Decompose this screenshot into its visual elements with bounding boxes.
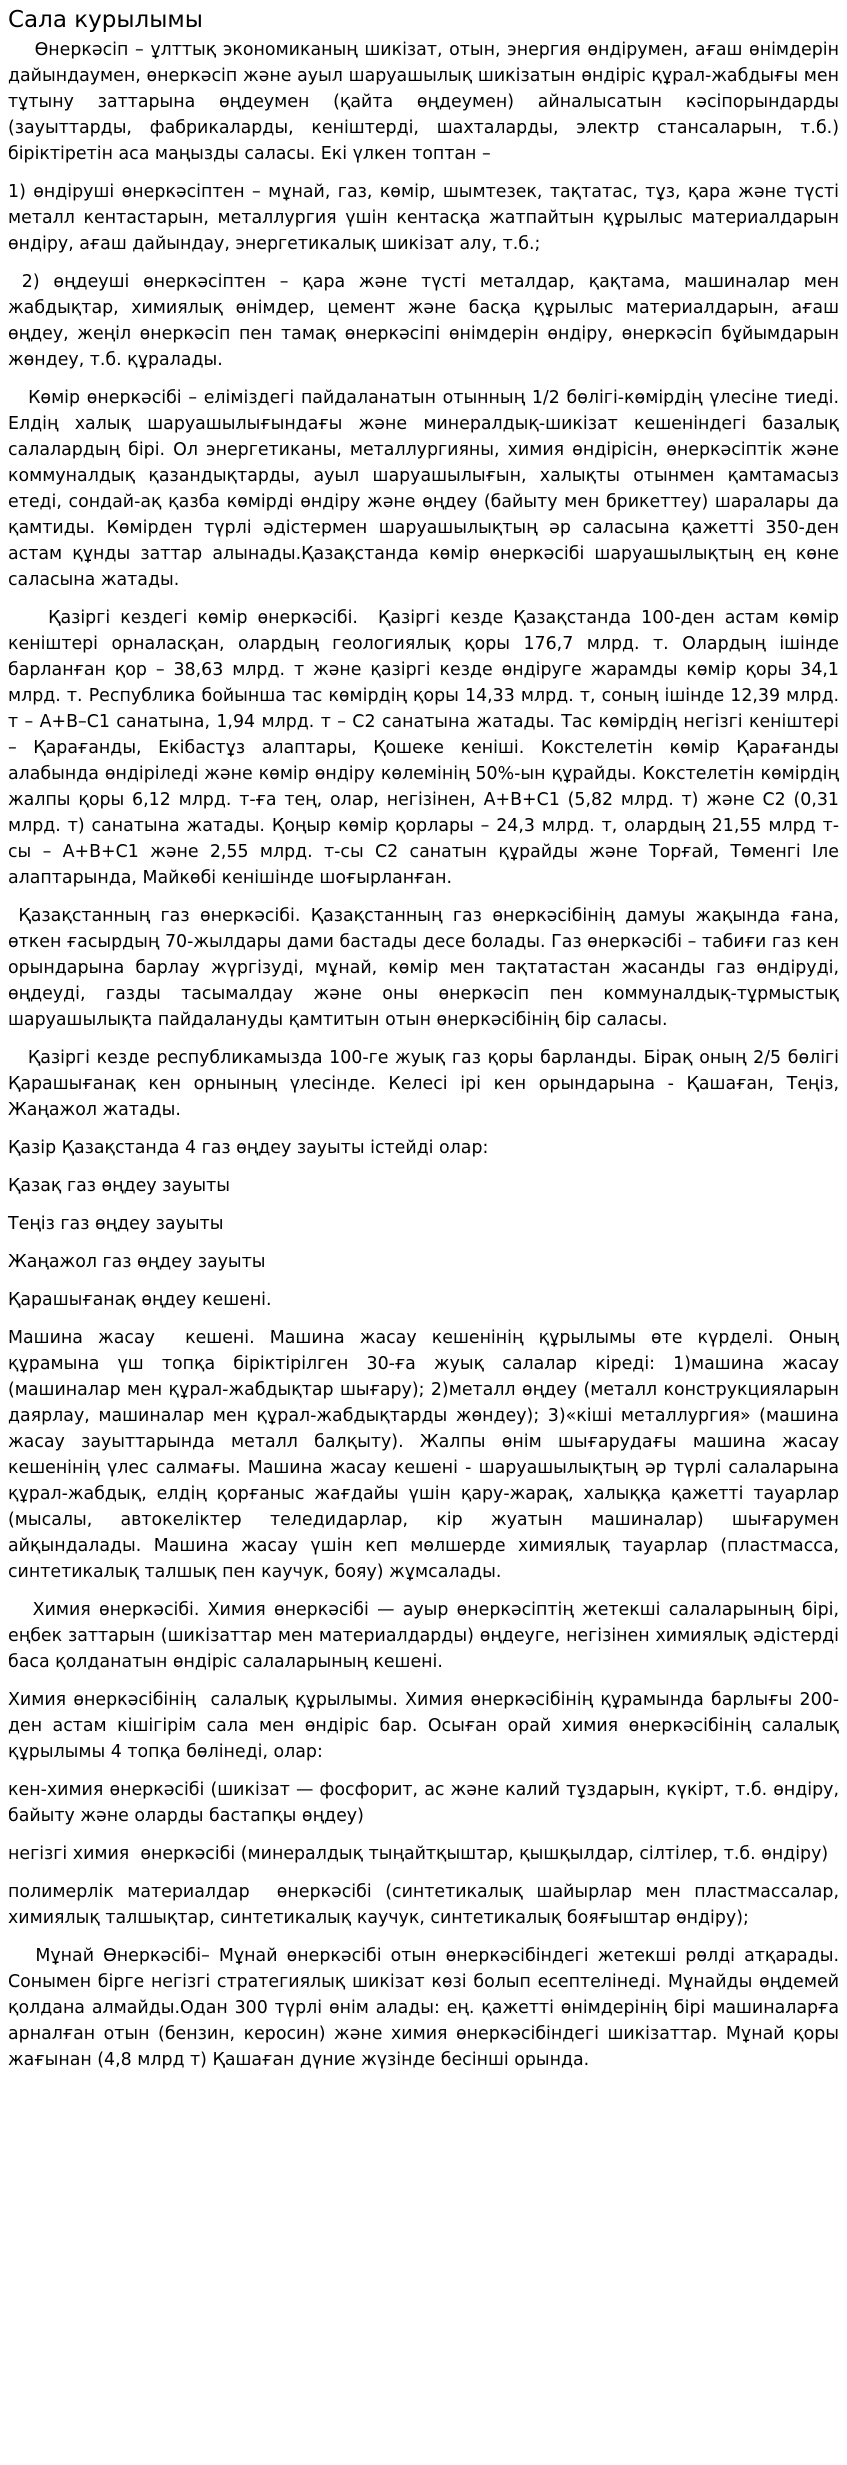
paragraph: Қазіргі кездегі көмір өнеркәсібі. Қазіргі кезде Қазақстанда 100-ден астам көмір кеніштері орналасқан, олардың геологиялық қоры 176,7 млрд. т. Олардың ішінде барланған қор – 38,63 млрд. т және қазіргі кезде өндіруге жарамды көмір қоры 34,1 млрд. т. Республика бойынша тас көмірдің қоры 14,33 млрд. т, соның ішінде 12,39 млрд. т – А+В–С1 санатына, 1,94 млрд. т – С2 санатына жатады. Тас көмірдің негізгі кеніштері – Қарағанды, Екібастұз алаптары, Қошеке кеніші. Кокстелетін көмір Қарағанды алабында өндіріледі және көмір өндіру көлемінің 50%-ын құрайды. Кокстелетін көмірдің жалпы қоры 6,12 млрд. т-ға тең, олар, негізінен, А+В+С1 (5,82 млрд. т) және С2 (0,31 млрд. т) санатына жатады. Қоңыр көмір қорлары – 24,3 млрд. т, олардың 21,55 млрд т-сы – А+В+С1 және 2,55 млрд. т-сы С2 санатын құрайды және Торғай, Төменгі Іле алаптарында, Майкөбі кенішінде шоғырланған. (8, 608, 845, 888)
paragraph: Қазір Қазақстанда 4 газ өңдеу зауыты істейді олар: (8, 1138, 489, 1158)
paragraph: Теңіз газ өңдеу зауыты (8, 1214, 224, 1234)
paragraph: 1) өндіруші өнеркәсіптен – мұнай, газ, көмір, шымтезек, тақтатас, тұз, қара және түсті металл кентастарын, металлургия үшін кентасқа жатпайтын құрылыс материалдарын өндіру, ағаш дайындау, энергетикалық шикізат алу, т.б.; (8, 182, 845, 254)
paragraph: Қазіргі кезде республикамызда 100-ге жуық газ қоры барланды. Бірақ оның 2/5 бөлігі Қарашығанақ кен орнының үлесінде. Келесі ірі кен орындарына - Қашаған, Теңіз, Жаңажол жатады. (8, 1048, 845, 1120)
paragraph: Қазақстанның газ өнеркәсібі. Қазақстанның газ өнеркәсібінің дамуы жақында ғана, өткен ғасырдың 70-жылдары дами бастады десе болады. Газ өнеркәсібі – табиғи газ кен орындарына барлау жүргізуді, мұнай, көмір мен тақтатастан жасанды газ өндіруді, өңдеуді, газды тасымалдау және оны өнеркәсіп пен коммуналдық-тұрмыстық шаруашылықта пайдалануды қамтитын отын өнеркәсібінің бір саласы. (8, 906, 845, 1030)
paragraph: Мұнай Өнеркәсібі– Мұнай өнеркәсібі отын өнеркәсібіндегі жетекші рөлді атқарады. Сонымен бірге негізгі стратегиялық шикізат көзі болып есептелінеді. Мұнайды өңдемей қолдана алмайды.Одан 300 түрлі өнім алады: ең. қажетті өнімдерінің бірі машиналарға арналған отын (бензин, керосин) және химия өнеркәсібіндегі шикізаттар. Мұнай қоры жағынан (4,8 млрд т) Қашаған дүние жүзінде бесінші орында. (8, 1946, 845, 2070)
paragraph: Химия өнеркәсібінің салалық құрылымы. Химия өнеркәсібінің құрамында барлығы 200-ден астам кішігірім сала мен өндіріс бар. Осыған орай химия өнеркәсібінің салалық құрылымы 4 топқа бөлінеді, олар: (8, 1690, 845, 1762)
paragraph: Машина жасау кешені. Машина жасау кешенінің құрылымы өте күрделі. Оның құрамына үш топқа біріктірілген 30-ға жуық салалар кіреді: 1)машина жасау (машиналар мен құрал-жабдықтар шығару); 2)металл өңдеу (металл конструкцияларын даярлау, машиналар мен құрал-жабдықтарды жөндеу); 3)«кіші металлургия» (машина жасау зауыттарында металл балқыту). Жалпы өнім шығарудағы машина жасау кешенінің үлес салмағы. Машина жасау кешені - шаруашылықтың әр түрлі салаларына құрал-жабдық, елдің қорғаныс жағдайы үшін қару-жарақ, халыққа қажетті тауарлар (мысалы, автокеліктер теледидарлар, кір жуатын машиналар) шығарумен айқындалады. Машина жасау үшін кеп мөлшерде химиялық тауарлар (пластмасса, синтетикалық талшық пен каучук, бояу) жұмсалады. (8, 1328, 845, 1582)
paragraph: Көмір өнеркәсібі – еліміздегі пайдаланатын отынның 1/2 бөлігі-көмірдің үлесіне тиеді. Елдің халық шаруашылығындағы және минералдық-шикізат кешеніндегі базалық салалардың бірі. Ол энергетиканы, металлургияны, химия өндірісін, өнеркәсіптік және коммуналдық қазандықтарды, ауыл шаруашылығын, халықты отынмен қамтамасыз етеді, сондай-ақ қазба көмірді өндіру және өңдеу (байыту мен брикеттеу) шаралары да қамтиды. Көмірден түрлі әдістермен шаруашылықтың әр саласына қажетті 350-ден астам құнды заттар алынады.Қазақстанда көмір өнеркәсібі шаруашылықтың ең көне саласына жатады. (8, 388, 845, 590)
paragraph: 2) өңдеуші өнеркәсіптен – қара және түсті металдар, қақтама, машиналар мен жабдықтар, химиялық өнімдер, цемент және басқа құрылыс материалдарын, ағаш өңдеу, жеңіл өнеркәсіп пен тамақ өнеркәсіпі өнімдерін өндіру, өнеркәсіп бұйымдарын жөндеу, т.б. құралады. (8, 272, 845, 370)
paragraph: Қарашығанақ өңдеу кешені. (8, 1290, 272, 1310)
paragraph: Жаңажол газ өңдеу зауыты (8, 1252, 266, 1272)
paragraph: Қазақ газ өңдеу зауыты (8, 1176, 230, 1196)
paragraph: Өнеркәсіп – ұлттық экономиканың шикізат, отын, энергия өндірумен, ағаш өнімдерін дайындаумен, өнеркәсіп және ауыл шаруашылық шикізатын өндіріс құрал-жабдығы мен тұтыну заттарына өңдеумен (қайта өңдеумен) айналысатын кәсіпорындарды (зауыттарды, фабрикаларды, кеніштерді, шахталарды, электр стансаларын, т.б.) біріктіретін аса маңызды саласы. Екі үлкен топтан – (8, 40, 845, 164)
page-title: Сала курылымы (8, 7, 203, 33)
paragraph: Химия өнеркәсібі. Химия өнеркәсібі — ауыр өнеркәсіптің жетекші салаларының бірі, еңбек заттарын (шикізаттар мен материалдарды) өңдеуге, негізінен химиялық әдістерді баса қолданатын өндіріс салаларының кешені. (8, 1600, 845, 1672)
document-body (8, 37, 845, 2073)
paragraph: кен-химия өнеркәсібі (шикізат — фосфорит, ас және калий тұздарын, күкірт, т.б. өндіру, байыту және оларды бастапқы өңдеу) (8, 1780, 845, 1826)
paragraph: негізгі химия өнеркәсібі (минералдық тыңайтқыштар, қышқылдар, сілтілер, т.б. өндіру) (8, 1844, 829, 1864)
paragraph: полимерлік материалдар өнеркәсібі (синтетикалық шайырлар мен пластмассалар, химиялық талшықтар, синтетикалық каучук, синтетикалық бояғыштар өндіру); (8, 1882, 845, 1928)
